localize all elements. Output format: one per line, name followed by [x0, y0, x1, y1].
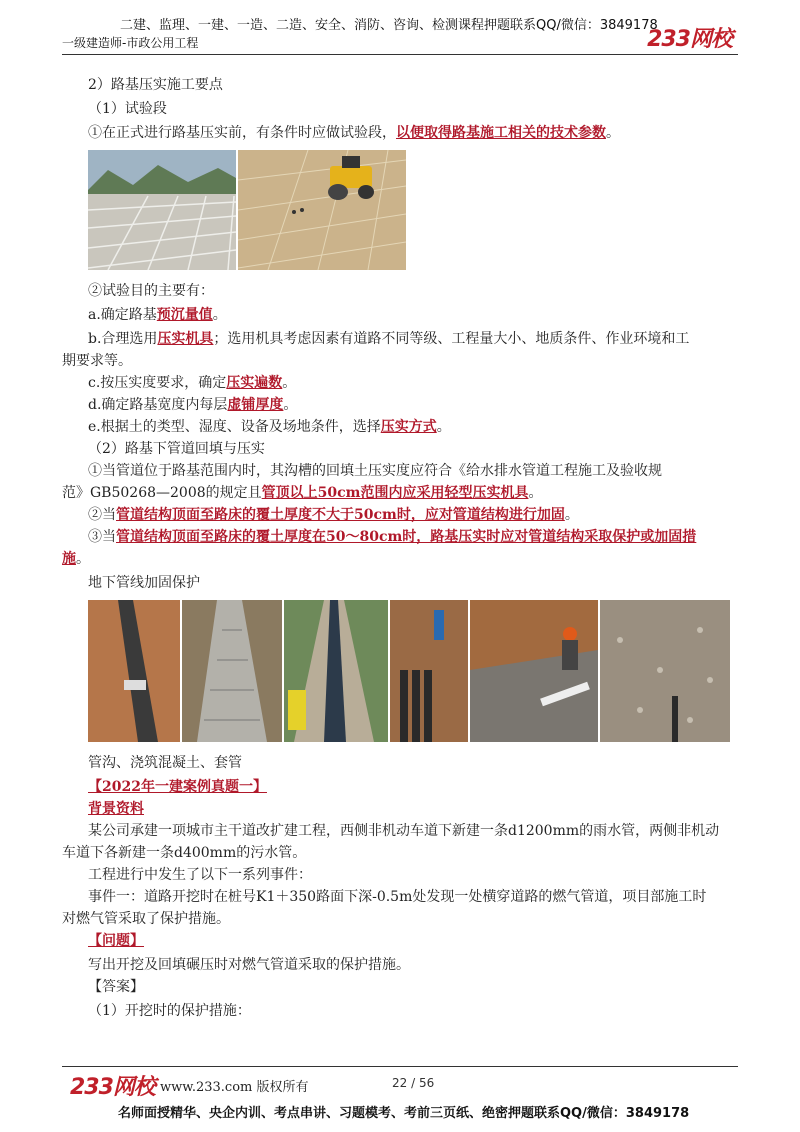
- header-logo: 233网校: [647, 27, 732, 52]
- photo-worker-backfill: [470, 600, 598, 742]
- highlight-text: 管顶以上50cm范围内应采用轻型压实机具: [261, 485, 529, 501]
- background-para-1-cont: 车道下各新建一条d400mm的污水管。: [62, 845, 307, 861]
- text: a.确定路基: [88, 307, 157, 323]
- text: d.确定路基宽度内每层: [88, 397, 228, 413]
- text: c.按压实度要求，确定: [88, 375, 227, 391]
- background-para-1: 某公司承建一项城市主干道改扩建工程，西侧非机动车道下新建一条d1200mm的雨水管，两侧非机动: [88, 823, 720, 839]
- subsection-heading-pipe: （2）路基下管道回填与压实: [88, 441, 265, 457]
- background-para-3: 事件一：道路开挖时在桩号K1＋350路面下深-0.5m处发现一处横穿道路的燃气管道，项目部施工时: [88, 889, 707, 905]
- text: ①在正式进行路基压实前，有条件时应做试验段，: [88, 125, 396, 141]
- footer-site: www.233.com 版权所有: [160, 1080, 309, 1095]
- pipe-rule-1: ①当管道位于路基范围内时，其沟槽的回填土压实度应符合《给水排水管道工程施工及验收规: [88, 463, 662, 479]
- highlight-text: 压实方式: [380, 419, 437, 435]
- highlight-text: 管道结构顶面至路床的覆土厚度在50～80cm时，路基压实时应对管道结构采取保护或加固措: [116, 529, 697, 545]
- header-divider: [62, 54, 738, 55]
- paragraph-trial-section: [88, 122, 620, 142]
- highlight-text: 管道结构顶面至路床的覆土厚度不大于50cm时，应对管道结构进行加固: [116, 507, 565, 523]
- photo-sleeve-pipes: [390, 600, 468, 742]
- text: 。: [212, 307, 227, 323]
- purpose-e: [88, 416, 451, 436]
- text: 。: [76, 551, 90, 567]
- answer-item-1: （1）开挖时的保护措施：: [88, 1003, 251, 1019]
- page-number: 22 / 56: [392, 1076, 435, 1090]
- purpose-b-cont: 期要求等。: [62, 353, 132, 369]
- photo-roller-compaction: [238, 150, 406, 270]
- case-title: [88, 776, 267, 796]
- subsection-heading-trial: （1）试验段: [88, 101, 167, 117]
- purpose-a: [88, 304, 227, 324]
- header-promo: 二建、监理、一建、一造、二造、安全、消防、咨询、检测课程押题联系QQ/微信：3849178: [120, 18, 658, 33]
- highlight-text: 预沉量值: [156, 307, 213, 323]
- highlight-text: 虚铺厚度: [227, 397, 284, 413]
- question-text: 写出开挖及回填碾压时对燃气管道采取的保护措施。: [88, 957, 410, 973]
- pipe-rule-1-cont: [62, 482, 542, 502]
- photo-caption-1: 地下管线加固保护: [88, 575, 200, 591]
- text: 。: [564, 507, 579, 523]
- text: ；选用机具考虑因素有道路不同等级、工程量大小、地质条件、作业环境和工: [213, 331, 690, 347]
- section-heading: 2）路基压实施工要点: [88, 77, 223, 93]
- pipe-rule-2: [88, 504, 579, 524]
- purpose-d: [88, 394, 297, 414]
- text: 。: [282, 375, 297, 391]
- text: 范》GB50268—2008的规定且: [62, 485, 262, 501]
- photo-pipe-laying: [284, 600, 388, 742]
- text: e.根据土的类型、湿度、设备及场地条件，选择: [88, 419, 381, 435]
- highlight-text: 施: [62, 551, 76, 567]
- text: 。: [283, 397, 298, 413]
- text: ②当: [88, 507, 116, 523]
- highlight-text: 以便取得路基施工相关的技术参数: [396, 125, 606, 141]
- photo-gravel-fill: [600, 600, 730, 742]
- highlight-text: 压实机具: [157, 331, 214, 347]
- highlight-text: 【2022年一建案例真题一】: [88, 779, 267, 795]
- text: 。: [606, 125, 620, 141]
- photo-road-grid: [88, 150, 236, 270]
- highlight-text: 【问题】: [88, 933, 144, 949]
- text: ③当: [88, 529, 116, 545]
- question-title: [88, 930, 144, 950]
- photo-concrete-pour: [182, 600, 282, 742]
- text: 。: [436, 419, 451, 435]
- background-para-2: 工程进行中发生了以下一系列事件：: [88, 867, 312, 883]
- text: b.合理选用: [88, 331, 158, 347]
- pipe-rule-3-cont: [62, 548, 90, 568]
- paragraph-purpose: ②试验目的主要有：: [88, 283, 214, 299]
- highlight-text: 压实遍数: [226, 375, 283, 391]
- header-subject: 一级建造师-市政公用工程: [62, 36, 199, 50]
- pipe-rule-3: [88, 526, 696, 546]
- footer-promo: 名师面授精华、央企内训、考点串讲、习题模考、考前三页纸、绝密押题联系QQ/微信：3849178: [118, 1106, 690, 1121]
- footer-logo: 233网校: [70, 1075, 155, 1100]
- purpose-c: [88, 372, 296, 392]
- background-title: [88, 798, 144, 818]
- highlight-text: 背景资料: [88, 801, 144, 817]
- text: 。: [528, 485, 543, 501]
- photo-caption-2: 管沟、浇筑混凝土、套管: [88, 755, 242, 771]
- background-para-3-cont: 对燃气管采取了保护措施。: [62, 911, 230, 927]
- purpose-b: [88, 328, 689, 348]
- footer-divider: [62, 1066, 738, 1067]
- photo-pipe-trench: [88, 600, 180, 742]
- answer-title: 【答案】: [88, 979, 144, 995]
